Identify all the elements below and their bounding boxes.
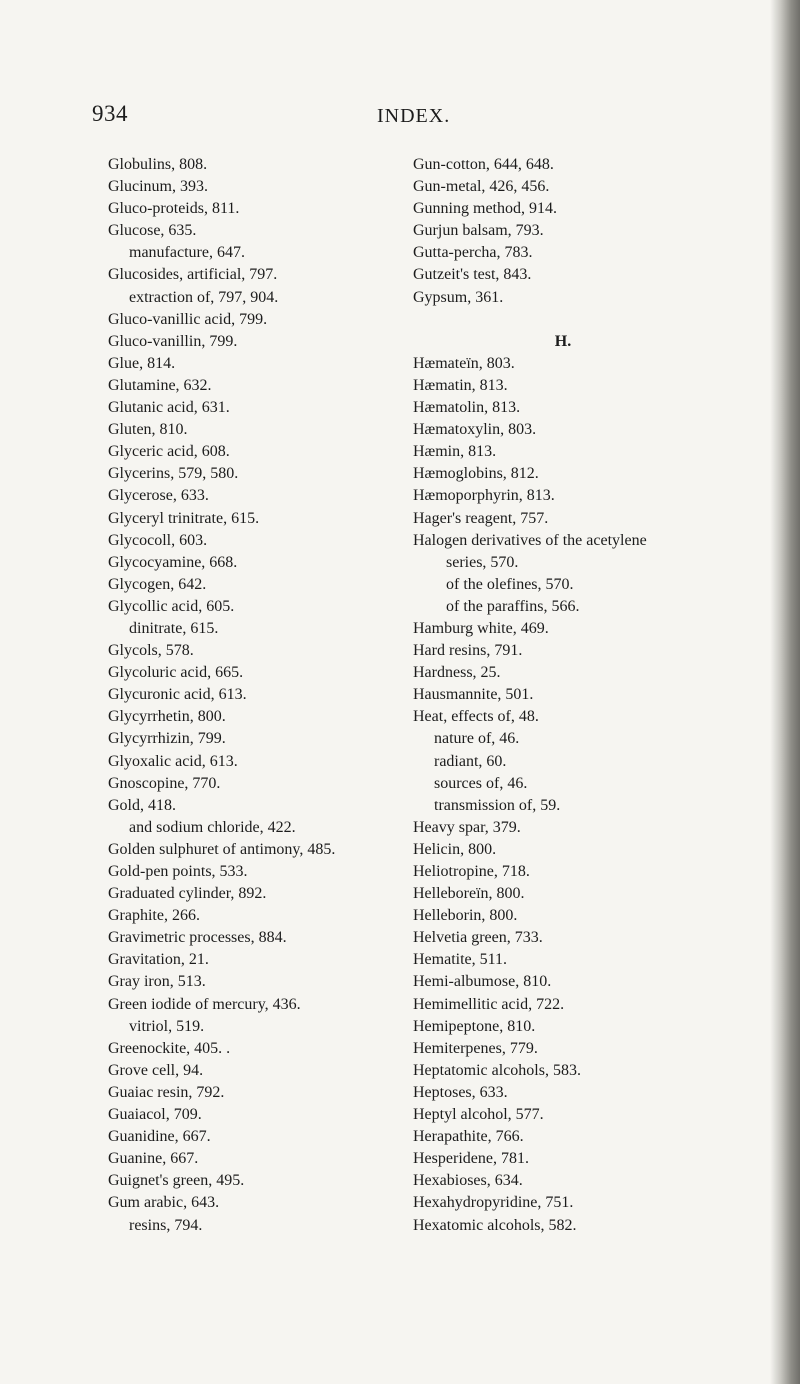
- index-entry: Hard resins, 791.: [413, 642, 523, 660]
- index-entry: Glucosides, artificial, 797.: [108, 266, 278, 284]
- index-entry: Hemi-albumose, 810.: [413, 973, 552, 991]
- index-entry: Hæmateïn, 803.: [413, 354, 515, 372]
- index-entry: Gray iron, 513.: [108, 973, 206, 991]
- index-entry: Guignet's green, 495.: [108, 1172, 245, 1190]
- index-entry: Hæmoglobins, 812.: [413, 465, 539, 483]
- index-entry: Hemimellitic acid, 722.: [413, 995, 565, 1013]
- index-entry: Guaiacol, 709.: [108, 1106, 202, 1124]
- index-entry: Grove cell, 94.: [108, 1061, 204, 1079]
- index-entry: Glucose, 635.: [108, 222, 197, 240]
- index-entry: Guanidine, 667.: [108, 1128, 211, 1146]
- index-entry: Hæmatoxylin, 803.: [413, 421, 537, 439]
- index-subentry: of the olefines, 570.: [446, 575, 574, 593]
- index-entry: Gun-metal, 426, 456.: [413, 178, 550, 196]
- index-subentry: series, 570.: [446, 553, 519, 571]
- index-entry: Hemiterpenes, 779.: [413, 1039, 538, 1057]
- index-entry: Glycyrrhetin, 800.: [108, 708, 226, 726]
- index-entry: Hexahydropyridine, 751.: [413, 1194, 574, 1212]
- index-entry: Helicin, 800.: [413, 840, 497, 858]
- index-entry: Glycocoll, 603.: [108, 531, 208, 549]
- index-entry: Gravitation, 21.: [108, 951, 209, 969]
- index-entry: Gurjun balsam, 793.: [413, 222, 544, 240]
- index-entry: Helleboreïn, 800.: [413, 885, 525, 903]
- index-entry: Glyceric acid, 608.: [108, 443, 230, 461]
- index-entry: Gutzeit's test, 843.: [413, 266, 532, 284]
- index-entry: Hesperidene, 781.: [413, 1150, 529, 1168]
- index-entry: Heptatomic alcohols, 583.: [413, 1061, 581, 1079]
- index-subentry: transmission of, 59.: [434, 796, 561, 814]
- index-entry: Hæmoporphyrin, 813.: [413, 487, 555, 505]
- index-entry: Gypsum, 361.: [413, 288, 504, 306]
- index-entry: Heliotropine, 718.: [413, 863, 530, 880]
- index-entry: Glycols, 578.: [108, 642, 194, 660]
- index-entry: Gravimetric processes, 884.: [108, 929, 287, 947]
- index-entry: Gluten, 810.: [108, 421, 188, 439]
- index-column-right: [413, 154, 743, 1237]
- index-subentry: manufacture, 647.: [129, 244, 245, 262]
- page-edge-shadow: [770, 0, 800, 1384]
- index-entry: Glycyrrhizin, 799.: [108, 730, 226, 748]
- index-subentry: extraction of, 797, 904.: [129, 288, 279, 306]
- index-entry: Hexabioses, 634.: [413, 1172, 523, 1190]
- index-entry: Helleborin, 800.: [413, 907, 518, 925]
- index-entry: Heptoses, 633.: [413, 1083, 508, 1101]
- index-entry: Gold, 418.: [108, 796, 176, 814]
- index-subentry: nature of, 46.: [434, 730, 520, 748]
- index-entry: Guanine, 667.: [108, 1150, 199, 1168]
- index-entry: Glycocyamine, 668.: [108, 553, 238, 571]
- index-entry: Glycollic acid, 605.: [108, 597, 235, 615]
- index-entry: Herapathite, 766.: [413, 1128, 524, 1146]
- index-entry: Gluco-vanillin, 799.: [108, 332, 238, 350]
- index-entry: Glyoxalic acid, 613.: [108, 752, 238, 770]
- index-entry: Glucinum, 393.: [108, 178, 208, 196]
- section-letter-heading: H.: [554, 332, 572, 350]
- index-entry: Hausmannite, 501.: [413, 686, 534, 704]
- index-entry: Heavy spar, 379.: [413, 818, 521, 836]
- index-entry: Hager's reagent, 757.: [413, 509, 549, 527]
- index-entry: Gutta-percha, 783.: [413, 244, 533, 262]
- index-entry: Gluco-vanillic acid, 799.: [108, 310, 268, 328]
- index-entry: Glyceryl trinitrate, 615.: [108, 509, 260, 527]
- index-entry: Gunning method, 914.: [413, 200, 557, 218]
- index-subentry: vitriol, 519.: [129, 1017, 205, 1035]
- index-entry: Glycerins, 579, 580.: [108, 465, 239, 483]
- index-subentry: of the paraffins, 566.: [446, 597, 580, 615]
- index-entry: Gluco-proteids, 811.: [108, 200, 240, 218]
- index-entry: Hæmatin, 813.: [413, 376, 508, 394]
- index-entry: Glycuronic acid, 613.: [108, 686, 247, 704]
- index-entry: Heat, effects of, 48.: [413, 708, 539, 726]
- index-entry: Gnoscopine, 770.: [108, 774, 221, 792]
- index-subentry: sources of, 46.: [434, 774, 528, 792]
- index-entry: Golden sulphuret of antimony, 485.: [108, 840, 336, 858]
- index-entry: Gum arabic, 643.: [108, 1194, 220, 1212]
- index-entry: Graduated cylinder, 892.: [108, 885, 267, 903]
- blank-line: [413, 309, 743, 331]
- index-entry: Guaiac resin, 792.: [108, 1083, 225, 1101]
- index-entry: Glutanic acid, 631.: [108, 399, 230, 417]
- index-entry: Green iodide of mercury, 436.: [108, 995, 301, 1013]
- index-entry: Glycerose, 633.: [108, 487, 209, 505]
- index-subentry: radiant, 60.: [434, 752, 507, 770]
- index-entry: Globulins, 808.: [108, 156, 208, 173]
- index-subentry: dinitrate, 615.: [129, 619, 219, 637]
- running-head: INDEX.: [377, 105, 451, 127]
- index-entry: Glue, 814.: [108, 354, 176, 372]
- index-entry: Glutamine, 632.: [108, 376, 212, 394]
- index-subentry: and sodium chloride, 422.: [129, 818, 296, 836]
- index-entry: Halogen derivatives of the acetylene: [413, 531, 647, 549]
- index-entry: Glycogen, 642.: [108, 575, 207, 593]
- index-entry: Helvetia green, 733.: [413, 929, 543, 947]
- index-entry: Hæmin, 813.: [413, 443, 497, 461]
- index-entry: Gun-cotton, 644, 648.: [413, 156, 554, 173]
- index-entry: Hæmatolin, 813.: [413, 399, 521, 417]
- index-entry: Gold-pen points, 533.: [108, 863, 248, 880]
- index-entry: Heptyl alcohol, 577.: [413, 1106, 544, 1124]
- index-entry: Hardness, 25.: [413, 664, 501, 682]
- index-entry: Graphite, 266.: [108, 907, 200, 925]
- index-entry: Glycoluric acid, 665.: [108, 664, 244, 682]
- index-column-left: [108, 154, 408, 1237]
- index-entry: Hematite, 511.: [413, 951, 508, 969]
- index-entry: Hamburg white, 469.: [413, 619, 549, 637]
- index-entry: Hemipeptone, 810.: [413, 1017, 536, 1035]
- index-entry: Greenockite, 405. .: [108, 1039, 231, 1057]
- index-subentry: resins, 794.: [129, 1216, 203, 1234]
- index-entry: Hexatomic alcohols, 582.: [413, 1216, 577, 1234]
- page-number: 934: [92, 101, 128, 126]
